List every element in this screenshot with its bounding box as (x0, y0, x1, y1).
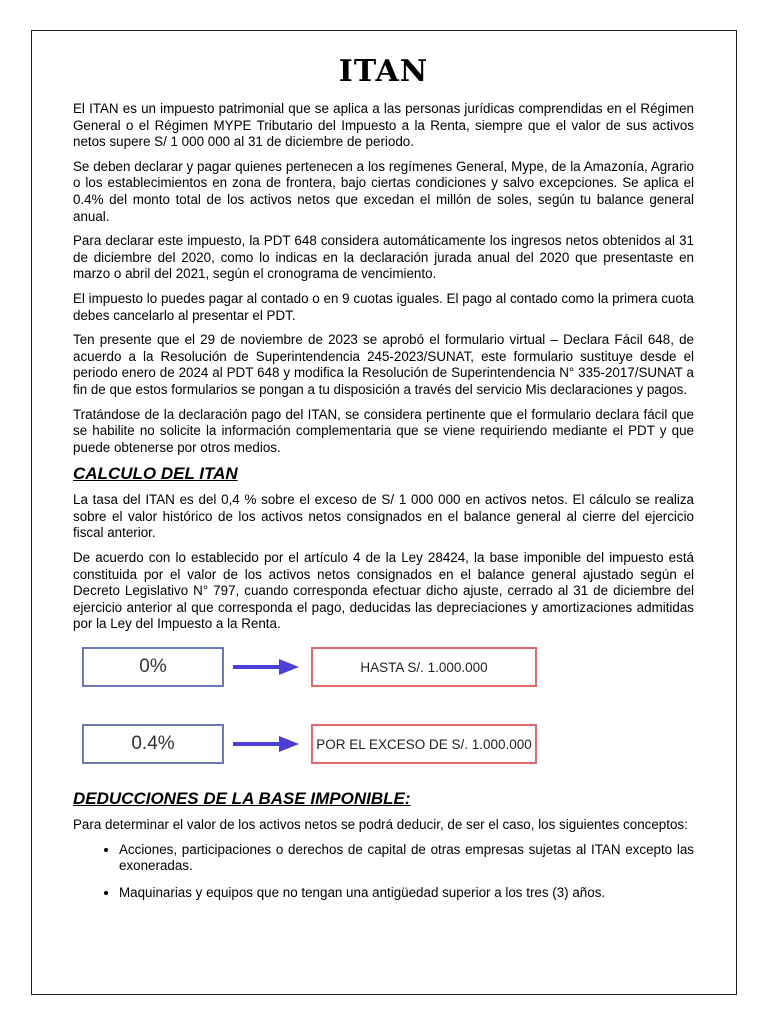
intro-paragraph-4: El impuesto lo puedes pagar al contado o en 9 cuotas iguales. El pago al contado como la primera cuota debes cancelarlo al presentar el PDT. (73, 290, 694, 323)
intro-paragraph-2: Se deben declarar y pagar quienes pertenecen a los regímenes General, Mype, de la Amazonía, Agrario o los establecimientos en zona de frontera, bajo ciertas condiciones y salvo excepciones. Se aplica el 0.4% del monto total de los activos netos que excedan el millón de soles, según tu balance general anual. (73, 158, 694, 224)
rate-description-box: HASTA S/. 1.000.000 (311, 647, 537, 687)
deducciones-heading: DEDUCCIONES DE LA BASE IMPONIBLE: (73, 789, 411, 809)
list-item: • Acciones, participaciones o derechos de capital de otras empresas sujetas al ITAN excepto las exoneradas. (119, 842, 694, 875)
arrow-right-icon (233, 659, 299, 675)
rate-description-box: POR EL EXCESO DE S/. 1.000.000 (311, 724, 537, 764)
rate-row (82, 647, 538, 689)
list-item: • Maquinarias y equipos que no tengan una antigüedad superior a los tres (3) años. (119, 885, 694, 902)
deducciones-intro: Para determinar el valor de los activos netos se podrá deducir, de ser el caso, los siguientes conceptos: (73, 817, 688, 833)
deducciones-list (73, 842, 694, 902)
rate-diagram (73, 647, 694, 779)
calculo-paragraph-1: La tasa del ITAN es del 0,4 % sobre el exceso de S/ 1 000 000 en activos netos. El cálculo se realiza sobre el valor histórico de los activos netos consignados en el balance general al cierre del ejercicio fiscal anterior. (73, 492, 694, 541)
rate-percent-box: 0.4% (82, 724, 224, 764)
intro-paragraph-6: Tratándose de la declaración pago del ITAN, se considera pertinente que el formulario declara fácil que se habilite no solicite la información complementaria que se viene requiriendo mediante el PDT y que puede obtenerse por otros medios. (73, 406, 694, 455)
calculo-heading: CALCULO DEL ITAN (73, 464, 238, 484)
document-body (73, 52, 694, 911)
rate-percent-box: 0% (82, 647, 224, 687)
intro-paragraph-1: El ITAN es un impuesto patrimonial que se aplica a las personas jurídicas comprendidas en el Régimen General o el Régimen MYPE Tributario del Impuesto a la Renta, siempre que el valor de sus activos netos supere S/ 1 000 000 al 31 de diciembre de periodo. (73, 101, 694, 150)
arrow-right-icon (233, 736, 299, 752)
intro-paragraph-3: Para declarar este impuesto, la PDT 648 considera automáticamente los ingresos netos obtenidos al 31 de diciembre del 2020, como lo indicas en la declaración jurada anual del 2020 que presentaste en marzo o abril del 2021, según el cronograma de vencimiento. (73, 233, 694, 282)
calculo-paragraph-2: De acuerdo con lo establecido por el artículo 4 de la Ley 28424, la base imponible del impuesto está constituida por el valor de los activos netos consignados en el balance general ajustado según el Decreto Legislativo N° 797, cuando corresponda efectuar dicho ajuste, cerrado al 31 de diciembre del ejercicio anterior al que corresponda el pago, deducidas las depreciaciones y amortizaciones admitidas por la Ley del Impuesto a la Renta. (73, 550, 694, 632)
document-title: ITAN (338, 54, 429, 89)
intro-paragraph-5: Ten presente que el 29 de noviembre de 2023 se aprobó el formulario virtual – Declara Fácil 648, de acuerdo a la Resolución de Superintendencia 245-2023/SUNAT, este formulario sustituye desde el periodo enero de 2024 al PDT 648 y modifica la Resolución de Superintendencia N° 335-2017/SUNAT a fin de que estos formularios se pongan a tu disposición a través del servicio Mis declaraciones y pagos. (73, 332, 694, 397)
rate-row (82, 724, 538, 766)
